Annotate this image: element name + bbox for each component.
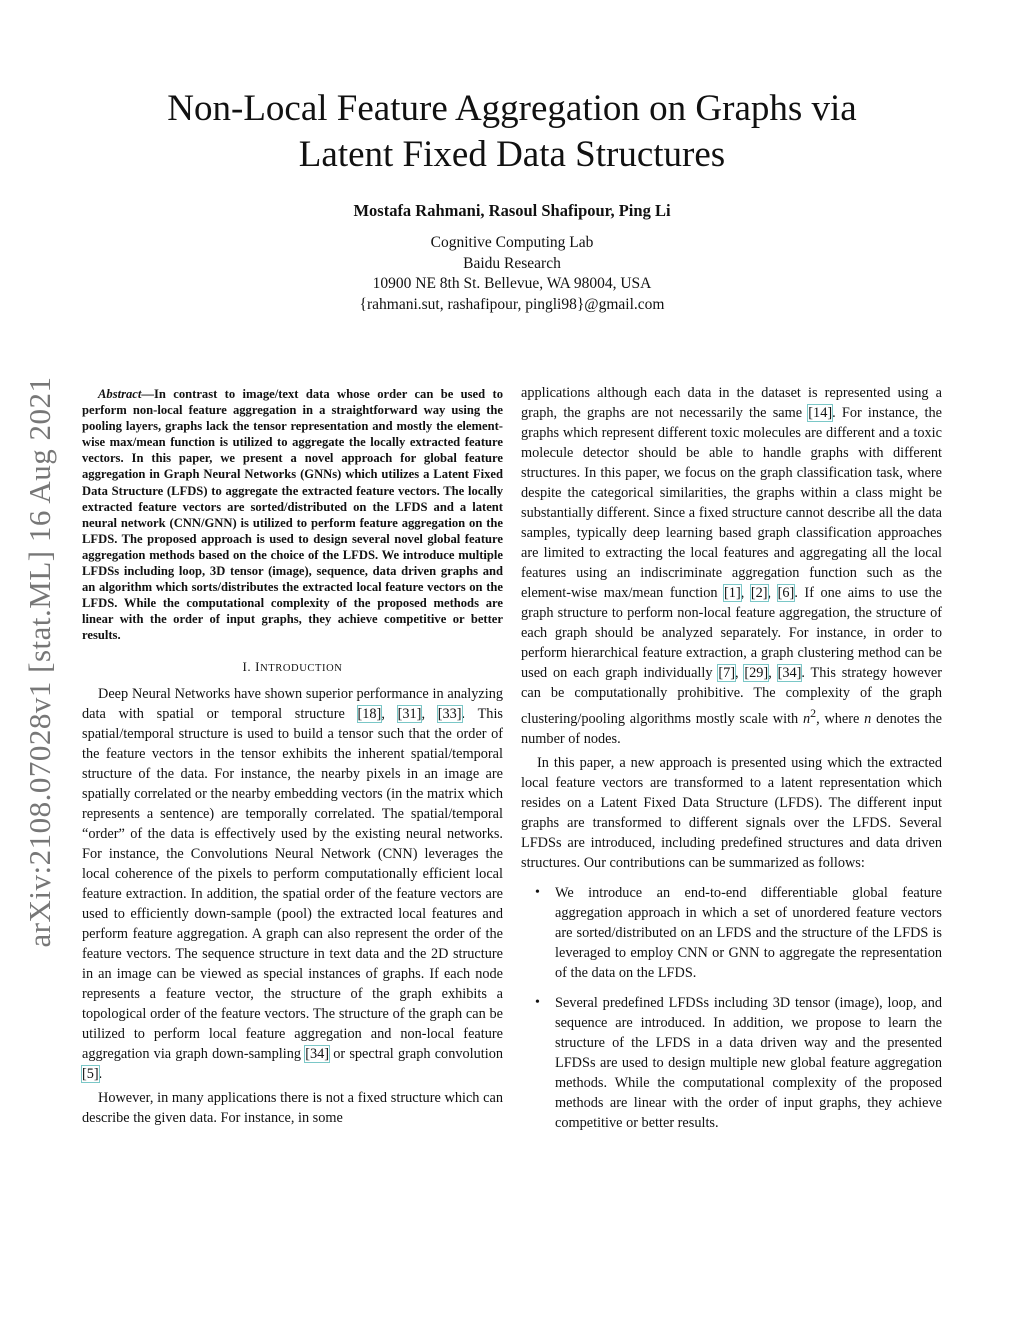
abstract-lead: Abstract [98, 387, 142, 401]
right-p1-text-d: . This strategy however can be computationally prohibitive. The complexity of the graph clustering/pooling algorithms mostly scale with [521, 665, 942, 727]
abstract-text: In contrast to image/text data whose order can be used to perform non-local feature aggregation in a straightforward way using the pooling layers, graphs lack the tensor representation and mostly the element-wise max/mean function is utilized to aggregate the locally extracted feature vectors. In this paper, we present a novel approach for global feature aggregation in Graph Neural Networks (GNNs) which utilizes a Latent Fixed Data Structure (LFDS) to aggregate the extracted feature vectors. The locally extracted feature vectors are sorted/distributed on the LFDS and a latent neural network (CNN/GNN) is utilized to perform feature aggregation on the LFDS. The proposed approach is used to design several novel global feature aggregation methods based on the choice of the LFDS. We introduce multiple LFDSs including loop, 3D tensor (image), sequence, data driven graphs and an algorithm which sorts/distributes the extracted local feature vectors on the LFDS. While the computational complexity of the proposed methods are linear with the order of input graphs, they achieve competitive or better results. [82, 387, 503, 643]
abstract-dash: — [141, 387, 154, 401]
separator: , [734, 665, 745, 681]
author-list: Mostafa Rahmani, Rasoul Shafipour, Ping Li [353, 201, 671, 220]
affiliation-block [80, 233, 944, 315]
citation-link[interactable]: [31] [397, 705, 422, 722]
math-variable-n: n [864, 710, 872, 727]
affiliation-lab: Cognitive Computing Lab [430, 234, 594, 251]
citation-link[interactable]: [6] [777, 585, 795, 601]
citation-link[interactable]: [14] [808, 405, 833, 421]
title-line-1: Non-Local Feature Aggregation on Graphs via [167, 88, 857, 129]
math-exponent: 2 [810, 706, 817, 720]
intro-p1-text-d: . [98, 1065, 103, 1082]
bullet-icon: • [535, 994, 540, 1010]
arxiv-identifier: arXiv:2108.07028v1 [stat.ML] 16 Aug 2021 [22, 376, 57, 948]
intro-p1-text-a: Deep Neural Networks have shown superior performance in analyzing data with spatial or temporal structure [82, 685, 503, 722]
affiliation-email: {rahmani.sut, rashafipour, pingli98}@gmail.com [359, 295, 665, 313]
contribution-list [521, 883, 942, 1133]
left-column [82, 386, 503, 1128]
separator: , [768, 665, 778, 681]
section-numeral: I. [242, 658, 252, 674]
section-heading-introduction [82, 657, 503, 679]
citation-link[interactable]: [2] [750, 585, 768, 601]
citation-link[interactable]: [18] [357, 705, 382, 722]
intro-p1-text-c: or spectral graph convolution [329, 1045, 503, 1062]
contribution-text: We introduce an end-to-end differentiable global feature aggregation approach in which a set of unordered feature vectors are sorted/distributed on an LFDS and the structure of the LFDS is leveraged to employ CNN or GNN to aggregate the representation of the data on the LFDS. [555, 884, 942, 981]
section-first-letter: I [255, 658, 261, 674]
paper-title [80, 86, 944, 178]
separator: , [767, 585, 778, 601]
intro-paragraph-2: However, in many applications there is not a fixed structure which can describe the given data. For instance, in some [82, 1089, 503, 1126]
right-paragraph-1 [521, 383, 942, 749]
section-rest: NTRODUCTION [260, 662, 343, 674]
citation-link[interactable]: [33] [437, 705, 462, 722]
intro-paragraph-1 [82, 684, 503, 1084]
bullet-icon: • [535, 884, 540, 900]
right-p1-text-e: , where [816, 710, 865, 727]
affiliation-address: 10900 NE 8th St. Bellevue, WA 98004, USA [372, 275, 652, 292]
affiliation-org: Baidu Research [463, 254, 561, 272]
contribution-item [521, 993, 942, 1133]
right-p1-text-c: . If one aims to use the graph structure to perform non-local feature aggregation, the structure of each graph should be analyzed separately. For instance, in order to perform hierarchical feature extraction, a graph clustering method can be used on each graph individually [521, 585, 942, 681]
right-column [521, 383, 942, 1143]
citation-link[interactable]: [29] [744, 665, 769, 681]
citation-link[interactable]: [5] [82, 1065, 99, 1082]
abstract [82, 386, 503, 644]
separator: , [421, 705, 438, 722]
right-p1-text-b: . For instance, the graphs which represent different toxic molecules are different and a toxic molecule detector should be able to handle graphs with different structures. In this paper, we focus on the graph classification task, where despite the categorical similarities, the graphs within a class might be substantially different. Since a fixed structure cannot describe all the data samples, typically deep learning based graph classification approaches are limited to extracting the local features and aggregating all the local features using an indiscriminate aggregation function such as the element-wise max/mean function [521, 405, 942, 601]
right-p1-text-f: denotes the number of nodes. [521, 710, 942, 747]
contribution-item [521, 883, 942, 983]
separator: , [740, 585, 751, 601]
citation-link[interactable]: [1] [724, 585, 741, 601]
contribution-text: Several predefined LFDSs including 3D tensor (image), loop, and sequence are introduced. In addition, we propose to learn the structure of the LFDS in a data driven way and the presented LFDSs are used to design multiple new global feature aggregation methods. While the computational complexity of the proposed methods are linear with the order of input graphs, they achieve competitive or better results. [555, 994, 942, 1131]
citation-link[interactable]: [34] [305, 1045, 330, 1062]
title-line-2: Latent Fixed Data Structures [298, 134, 726, 175]
citation-link[interactable]: [7] [718, 665, 735, 681]
right-p1-text-a: applications although each data in the dataset is represented using a graph, the graphs are not necessarily the same [521, 385, 942, 421]
citation-link[interactable]: [34] [777, 665, 802, 681]
math-variable-n: n [802, 710, 811, 727]
right-paragraph-2: In this paper, a new approach is presented using which the extracted local feature vectors are transformed to a latent representation which resides on a Latent Fixed Data Structure (LFDS). The different input graphs are transformed to different signals over the LFDS. Several LFDSs are introduced, including predefined structures and data driven structures. Our contributions can be summarized as follows: [521, 754, 942, 871]
intro-p1-text-b: . This spatial/temporal structure is used to build a tensor such that the order of the feature vectors in the tensor exhibits the inherent spatial/temporal structure of the data. For instance, the nearby pixels in an image are spatially correlated or the nearby embedding vectors (in the matrix which represents a sentence) are temporally correlated. The spatial/temporal “order” of the data is effectively used by the existing neural networks. For instance, the Convolutions Neural Network (CNN) leverages the local coherence of the pixels to perform computationally efficient local feature extraction. In addition, the spatial order of the feature vectors are used to efficiently down-sample (pool) the extracted local features and perform feature aggregation. A graph can also represent the order of the feature vectors. The sequence structure in text data and the 2D structure in an image can be viewed as special instances of graphs. If each node represents a feature vector, the structure of the graph exhibits a topological order of the feature vectors. The structure of the graph can be utilized to perform local feature aggregation and non-local feature aggregation via graph down-sampling [82, 705, 503, 1062]
separator: , [381, 705, 398, 722]
